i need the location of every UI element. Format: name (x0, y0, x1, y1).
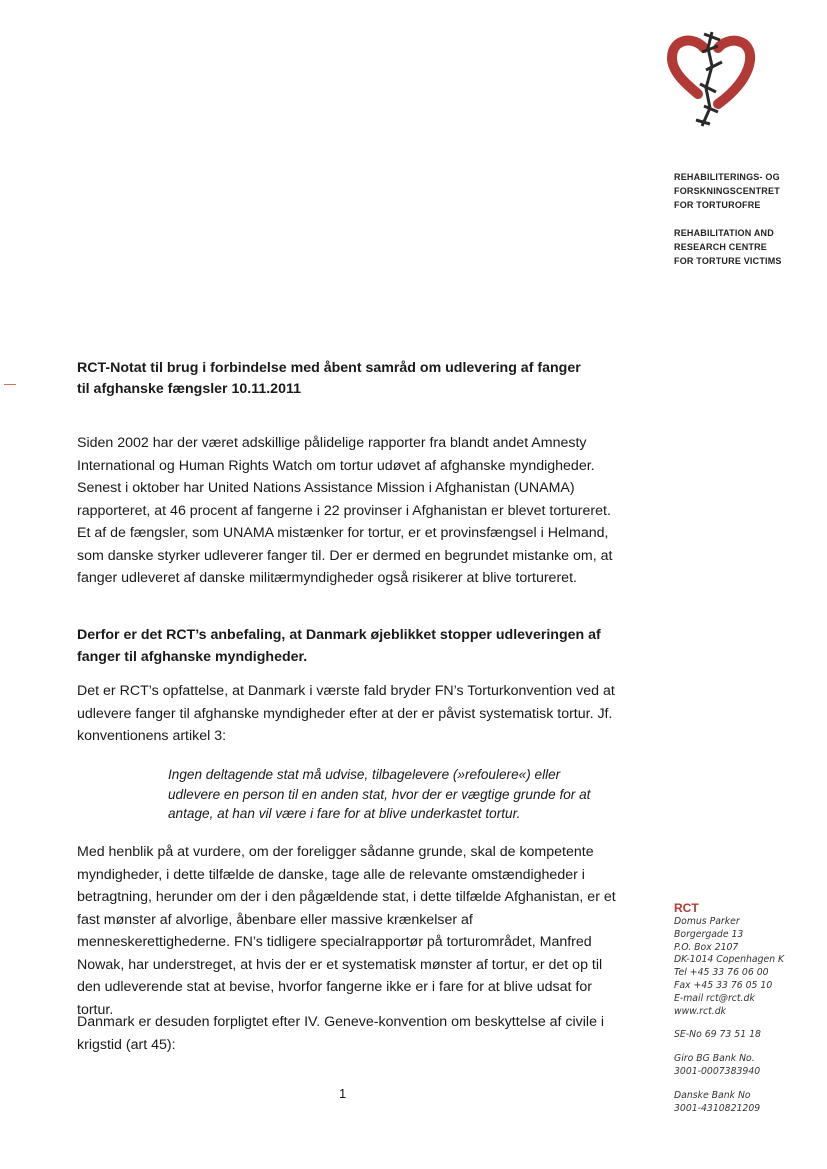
fax-line: Fax +45 33 76 05 10 (674, 979, 773, 991)
bank-number: 3001-4310821209 (674, 1102, 761, 1114)
website-line: www.rct.dk (674, 1005, 726, 1017)
rct-logo (664, 28, 756, 130)
heart-left-stroke (672, 41, 704, 94)
body-paragraph-1 (77, 432, 617, 590)
org-line: REHABILITERINGS- OG (674, 172, 780, 182)
address-line: DK-1014 Copenhagen K (674, 954, 785, 966)
email-line: E-mail rct@rct.dk (674, 992, 755, 1004)
page-number: 1 (339, 1086, 347, 1101)
address-line: Domus Parker (674, 916, 740, 927)
org-line: FORSKNINGSCENTRET (674, 186, 780, 196)
body-paragraph-4 (77, 1011, 617, 1056)
margin-mark (4, 384, 16, 385)
bank-label: Danske Bank No (674, 1089, 751, 1101)
phone-line: Tel +45 33 76 06 00 (674, 967, 769, 979)
contact-org-name: RCT (674, 901, 699, 915)
giro-number: 3001-0007383940 (674, 1065, 761, 1077)
paragraph-text: Siden 2002 har der været adskillige pålidelige rapporter fra blandt andet Amnesty International og Human Rights Watch om tortur udøvet af afghanske myndigheder. Senest i oktober har United Nations Assistance Mission i Afghanistan (UNAMA) rapporteret, at 46 procent af fangerne i 22 provinser i Afghanistan er blevet tortureret. Et af de fængsler, som UNAMA mistænker for tortur, er et provinsfængsel i Helmand, som danske styrker udleverer fanger til. Der er dermed en begrundet mistanke om, at fanger udleveret af danske militærmyndigheder også risikerer at blive tortureret. (77, 435, 613, 586)
paragraph-text: Med henblik på at vurdere, om der foreligger sådanne grunde, skal de kompetente myndigheder, i dette tilfælde de danske, tage alle de relevante omstændigheder i betragtning, herunder om der i den pågældende stat, i dette tilfælde Afghanistan, er et fast mønster af alvorlige, åbenbare eller massive krænkelser af menneskerettighederne. FN’s tidligere specialrapportør på torturområdet, Manfred Nowak, har understreget, at hvis der er et systematisk mønster af tortur, er det op til den udleverende stat at bevise, hvorfor fangerne ikke er i fare for at blive udsat for tortur. (77, 844, 616, 1018)
org-line: FOR TORTURE VICTIMS (674, 256, 782, 266)
document-title: RCT-Notat til brug i forbindelse med åbent samråd om udlevering af fanger til afghanske fængsler 10.11.2011 (77, 360, 581, 397)
giro-label: Giro BG Bank No. (674, 1053, 755, 1065)
body-paragraph-2 (77, 680, 617, 748)
org-name-english (674, 226, 782, 268)
address-line: Borgergade 13 (674, 928, 744, 940)
org-line: REHABILITATION AND (674, 228, 774, 238)
org-line: FOR TORTUROFRE (674, 200, 761, 210)
address-line: P.O. Box 2107 (674, 941, 739, 953)
paragraph-text: Det er RCT’s opfattelse, at Danmark i værste fald bryder FN’s Torturkonvention ved at udlevere fanger til afghanske myndigheder efter at der er påvist systematisk tortur. Jf. konventionens artikel 3: (77, 683, 615, 744)
paragraph-text: Derfor er det RCT’s anbefaling, at Danmark øjeblikket stopper udleveringen af fanger til afghanske myndigheder. (77, 627, 601, 665)
paragraph-text: Danmark er desuden forpligtet efter IV. Geneve-konvention om beskyttelse af civile i krigstid (art 45): (77, 1014, 605, 1053)
heart-right-stroke (718, 41, 750, 104)
org-name-danish (674, 170, 780, 212)
contact-sidebar (674, 900, 784, 1115)
recommendation-paragraph (77, 624, 617, 668)
body-paragraph-3 (77, 841, 617, 1021)
org-line: RESEARCH CENTRE (674, 242, 768, 252)
se-number: SE-No 69 73 51 18 (674, 1029, 761, 1041)
block-quote: Ingen deltagende stat må udvise, tilbagelevere (»refoulere«) eller udlevere en person til en anden stat, hvor der er vægtige grunde for at antage, at han vil være i fare for at blive underkastet tortur. (168, 767, 591, 821)
